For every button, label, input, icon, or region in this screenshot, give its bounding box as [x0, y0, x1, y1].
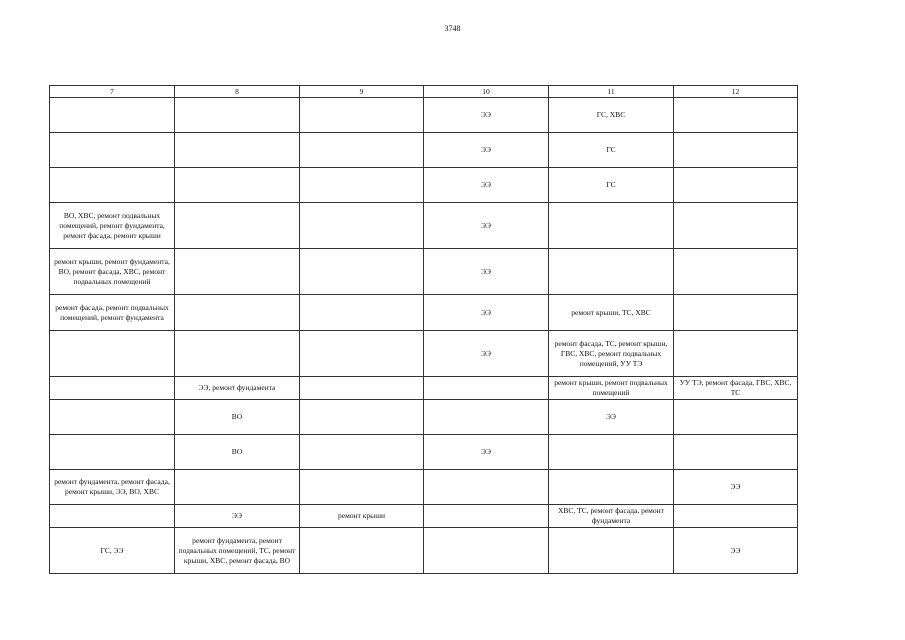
table-cell — [300, 435, 424, 470]
table-cell — [549, 203, 674, 249]
column-header: 12 — [674, 86, 798, 98]
table-cell — [300, 133, 424, 168]
table-cell — [175, 98, 300, 133]
table-cell: ГС — [549, 133, 674, 168]
table-cell — [175, 295, 300, 331]
table-cell — [50, 98, 175, 133]
table-cell — [300, 400, 424, 435]
table-cell — [300, 331, 424, 377]
table-cell — [549, 435, 674, 470]
table-row — [50, 377, 798, 400]
table-cell — [300, 470, 424, 505]
table-cell: ЭЭ — [424, 168, 549, 203]
table-cell: ремонт крыши, ТС, ХВС — [549, 295, 674, 331]
column-header: 8 — [175, 86, 300, 98]
page-number: 3748 — [444, 24, 461, 33]
table-cell: ЭЭ — [424, 133, 549, 168]
table-cell: ВО — [175, 435, 300, 470]
table-cell — [50, 505, 175, 528]
table-cell — [424, 505, 549, 528]
table-cell — [674, 203, 798, 249]
table-body — [50, 98, 798, 574]
table-cell — [50, 331, 175, 377]
table-cell: ВО, ХВС, ремонт подвальных помещений, ремонт фундамента, ремонт фасада, ремонт крыши — [50, 203, 175, 249]
table-cell — [50, 435, 175, 470]
table-row — [50, 528, 798, 574]
table-cell: ЭЭ, ремонт фундамента — [175, 377, 300, 400]
table-cell — [50, 168, 175, 203]
table-cell: ЭЭ — [175, 505, 300, 528]
table-row — [50, 400, 798, 435]
table-row — [50, 133, 798, 168]
table-row — [50, 505, 798, 528]
table-cell: ремонт крыши, ремонт фундамента, ВО, ремонт фасада, ХВС, ремонт подвальных помещений — [50, 249, 175, 295]
table-cell: ГС — [549, 168, 674, 203]
table-cell: УУ ТЭ, ремонт фасада, ГВС, ХВС, ТС — [674, 377, 798, 400]
table-cell: ЭЭ — [424, 435, 549, 470]
table-cell — [424, 528, 549, 574]
table-cell — [424, 377, 549, 400]
table-cell — [549, 528, 674, 574]
table-cell — [50, 400, 175, 435]
table-cell — [424, 400, 549, 435]
table-cell — [300, 377, 424, 400]
table-cell — [175, 249, 300, 295]
table-cell — [175, 470, 300, 505]
table-cell — [175, 133, 300, 168]
table-cell: ЭЭ — [424, 203, 549, 249]
table-cell: ЭЭ — [424, 98, 549, 133]
table-cell: ГС, ЭЭ — [50, 528, 175, 574]
table-cell — [674, 249, 798, 295]
table-row — [50, 203, 798, 249]
table-row — [50, 435, 798, 470]
table-cell — [50, 133, 175, 168]
table-cell: ЭЭ — [674, 528, 798, 574]
table-row — [50, 295, 798, 331]
table-cell — [50, 377, 175, 400]
table-cell: ремонт фасада, ремонт подвальных помещений, ремонт фундамента — [50, 295, 175, 331]
table-cell — [300, 528, 424, 574]
column-header: 11 — [549, 86, 674, 98]
table-cell — [674, 98, 798, 133]
table-cell — [424, 470, 549, 505]
table-cell — [300, 295, 424, 331]
table-cell: ВО — [175, 400, 300, 435]
table-cell — [175, 168, 300, 203]
table-cell — [175, 331, 300, 377]
column-header: 10 — [424, 86, 549, 98]
table-cell — [674, 400, 798, 435]
works-table — [49, 85, 798, 574]
table-cell — [300, 168, 424, 203]
table-cell — [674, 295, 798, 331]
table-cell — [674, 133, 798, 168]
table-cell — [175, 203, 300, 249]
table-cell — [674, 168, 798, 203]
table-cell: ремонт фундамента, ремонт подвальных помещений, ТС, ремонт крыши, ХВС, ремонт фасада, ВО — [175, 528, 300, 574]
table-cell: ХВС, ТС, ремонт фасада, ремонт фундамента — [549, 505, 674, 528]
table-cell — [300, 203, 424, 249]
table-cell: ремонт фундамента, ремонт фасада, ремонт крыши, ЭЭ, ВО, ХВС — [50, 470, 175, 505]
table-row — [50, 98, 798, 133]
table-cell — [674, 435, 798, 470]
column-header: 9 — [300, 86, 424, 98]
column-header: 7 — [50, 86, 175, 98]
table-cell — [300, 249, 424, 295]
table-cell: ремонт крыши — [300, 505, 424, 528]
table-row — [50, 168, 798, 203]
header-row — [50, 86, 798, 98]
table-row — [50, 470, 798, 505]
table-cell: ЭЭ — [674, 470, 798, 505]
table-cell: ЭЭ — [424, 295, 549, 331]
table-cell: ЭЭ — [549, 400, 674, 435]
table-cell: ГС, ХВС — [549, 98, 674, 133]
table-cell: ремонт крыши, ремонт подвальных помещений — [549, 377, 674, 400]
table-cell — [549, 470, 674, 505]
table-cell — [300, 98, 424, 133]
table-cell — [674, 505, 798, 528]
table-row — [50, 249, 798, 295]
table-cell — [674, 331, 798, 377]
table-cell: ремонт фасада, ТС, ремонт крыши, ГВС, ХВС, ремонт подвальных помещений, УУ ТЭ — [549, 331, 674, 377]
table-cell: ЭЭ — [424, 331, 549, 377]
table-cell — [549, 249, 674, 295]
table-row — [50, 331, 798, 377]
table-cell: ЭЭ — [424, 249, 549, 295]
